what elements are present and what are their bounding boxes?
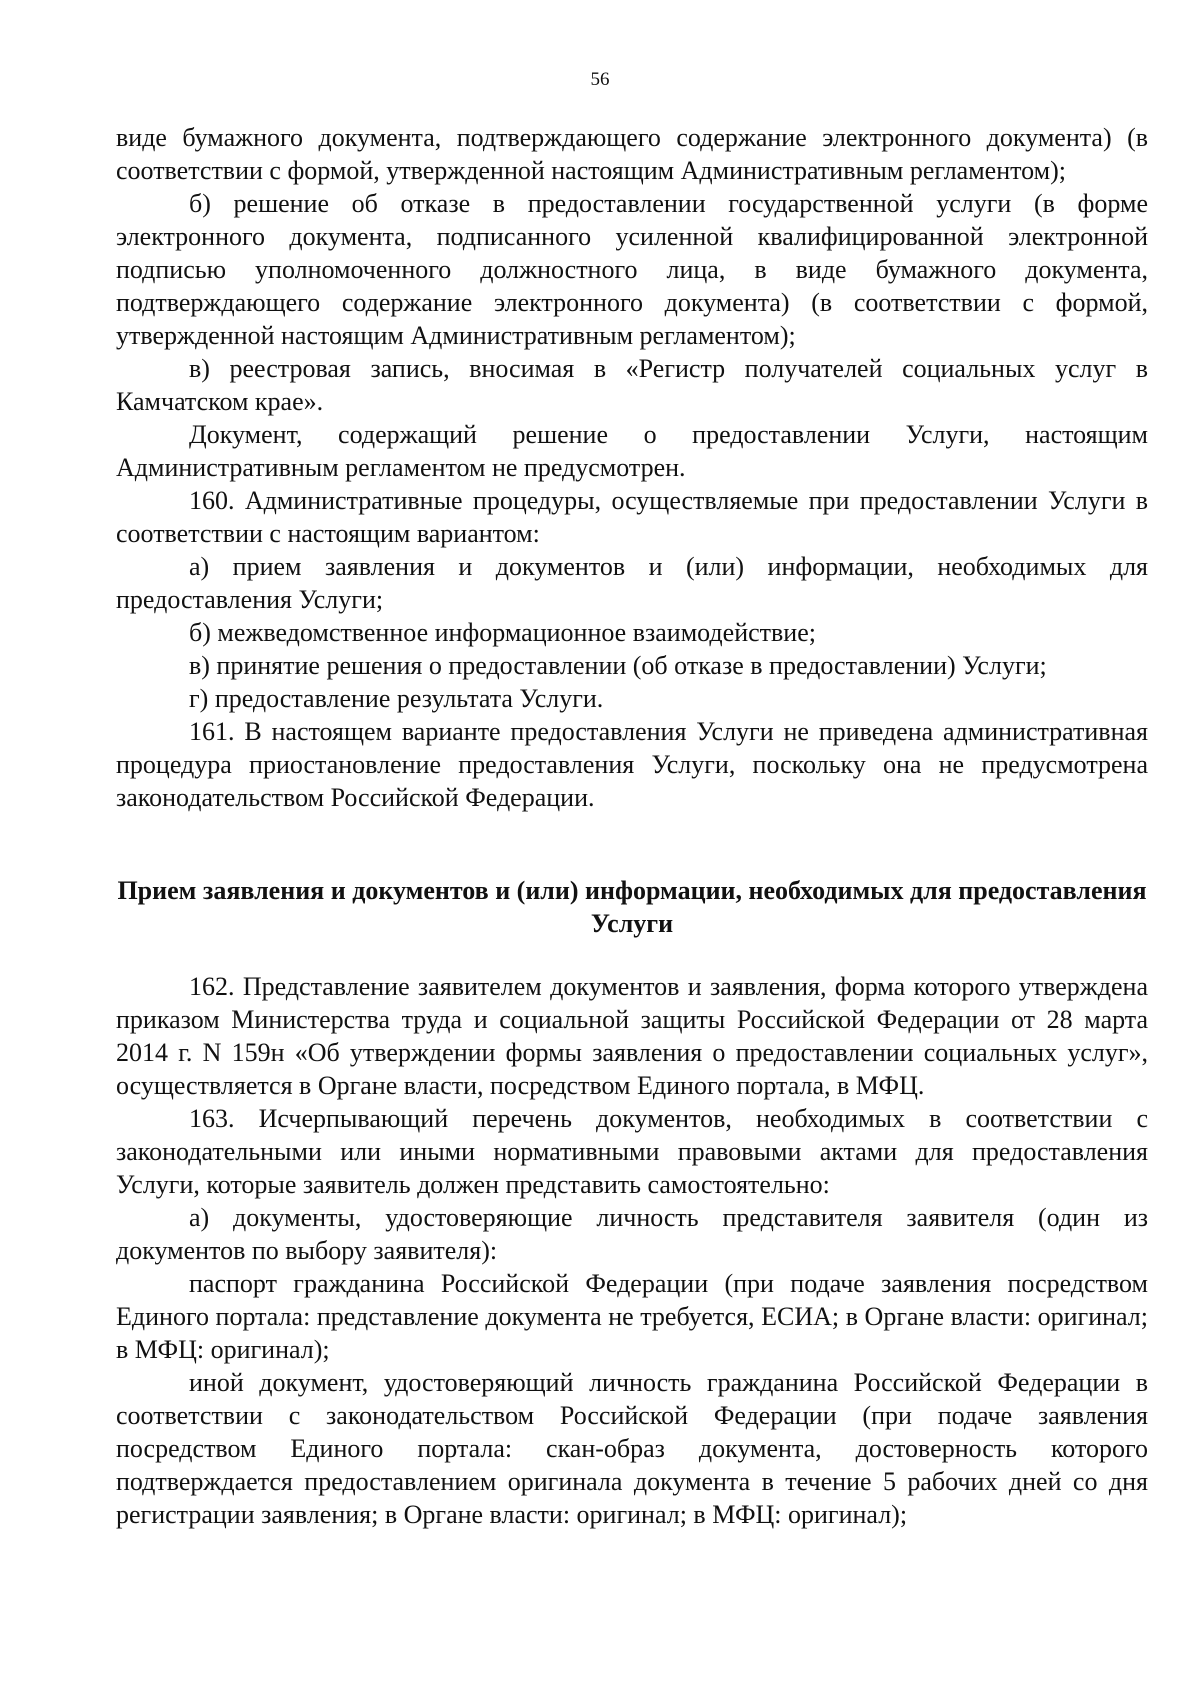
list-item: б) межведомственное информационное взаимодействие; bbox=[189, 618, 816, 647]
paragraph-item-160: 160. Административные процедуры, осуществляемые при предоставлении Услуги в соответствии с настоящим вариантом: bbox=[116, 486, 1148, 548]
list-item: в) принятие решения о предоставлении (об отказе в предоставлении) Услуги; bbox=[189, 651, 1047, 680]
page-number: 56 bbox=[590, 69, 610, 90]
paragraph: в) реестровая запись, вносимая в «Регистр получателей социальных услуг в Камчатском крае». bbox=[116, 354, 1148, 416]
paragraph: виде бумажного документа, подтверждающего содержание электронного документа) (в соответствии с формой, утвержденной настоящим Административным регламентом); bbox=[116, 123, 1148, 185]
paragraph-item-161: 161. В настоящем варианте предоставления Услуги не приведена административная процедура приостановление предоставления Услуги, поскольку она не предусмотрена законодательством Российской Федерации. bbox=[116, 717, 1148, 812]
list-item: а) прием заявления и документов и (или) информации, необходимых для предоставления Услуги; bbox=[116, 552, 1148, 614]
document-body bbox=[116, 121, 1148, 1531]
paragraph: Документ, содержащий решение о предоставлении Услуги, настоящим Административным регламентом не предусмотрен. bbox=[116, 420, 1148, 482]
section-heading: Прием заявления и документов и (или) информации, необходимых для предоставления Услуги bbox=[117, 876, 1147, 938]
list-item: паспорт гражданина Российской Федерации (при подаче заявления посредством Единого портала: представление документа не требуется, ЕСИА; в Органе власти: оригинал; в МФЦ: оригинал); bbox=[116, 1269, 1148, 1364]
paragraph-item-162: 162. Представление заявителем документов и заявления, форма которого утверждена приказом Министерства труда и социальной защиты Российской Федерации от 28 марта 2014 г. N 159н «Об утверждении формы заявления о предоставлении социальных услуг», осуществляется в Органе власти, посредством Единого портала, в МФЦ. bbox=[116, 972, 1148, 1100]
list-item: а) документы, удостоверяющие личность представителя заявителя (один из документов по выбору заявителя): bbox=[116, 1203, 1148, 1265]
paragraph: б) решение об отказе в предоставлении государственной услуги (в форме электронного документа, подписанного усиленной квалифицированной электронной подписью уполномоченного должностного лица, в виде бумажного документа, подтверждающего содержание электронного документа) (в соответствии с формой, утвержденной настоящим Административным регламентом); bbox=[116, 189, 1148, 350]
paragraph-item-163: 163. Исчерпывающий перечень документов, необходимых в соответствии с законодательными или иными нормативными правовыми актами для предоставления Услуги, которые заявитель должен представить самостоятельно: bbox=[116, 1104, 1148, 1199]
list-item: иной документ, удостоверяющий личность гражданина Российской Федерации в соответствии с законодательством Российской Федерации (при подаче заявления посредством Единого портала: скан-образ документа, достоверность которого подтверждается предоставлением оригинала документа в течение 5 рабочих дней со дня регистрации заявления; в Органе власти: оригинал; в МФЦ: оригинал); bbox=[116, 1368, 1148, 1529]
list-item: г) предоставление результата Услуги. bbox=[189, 684, 604, 713]
